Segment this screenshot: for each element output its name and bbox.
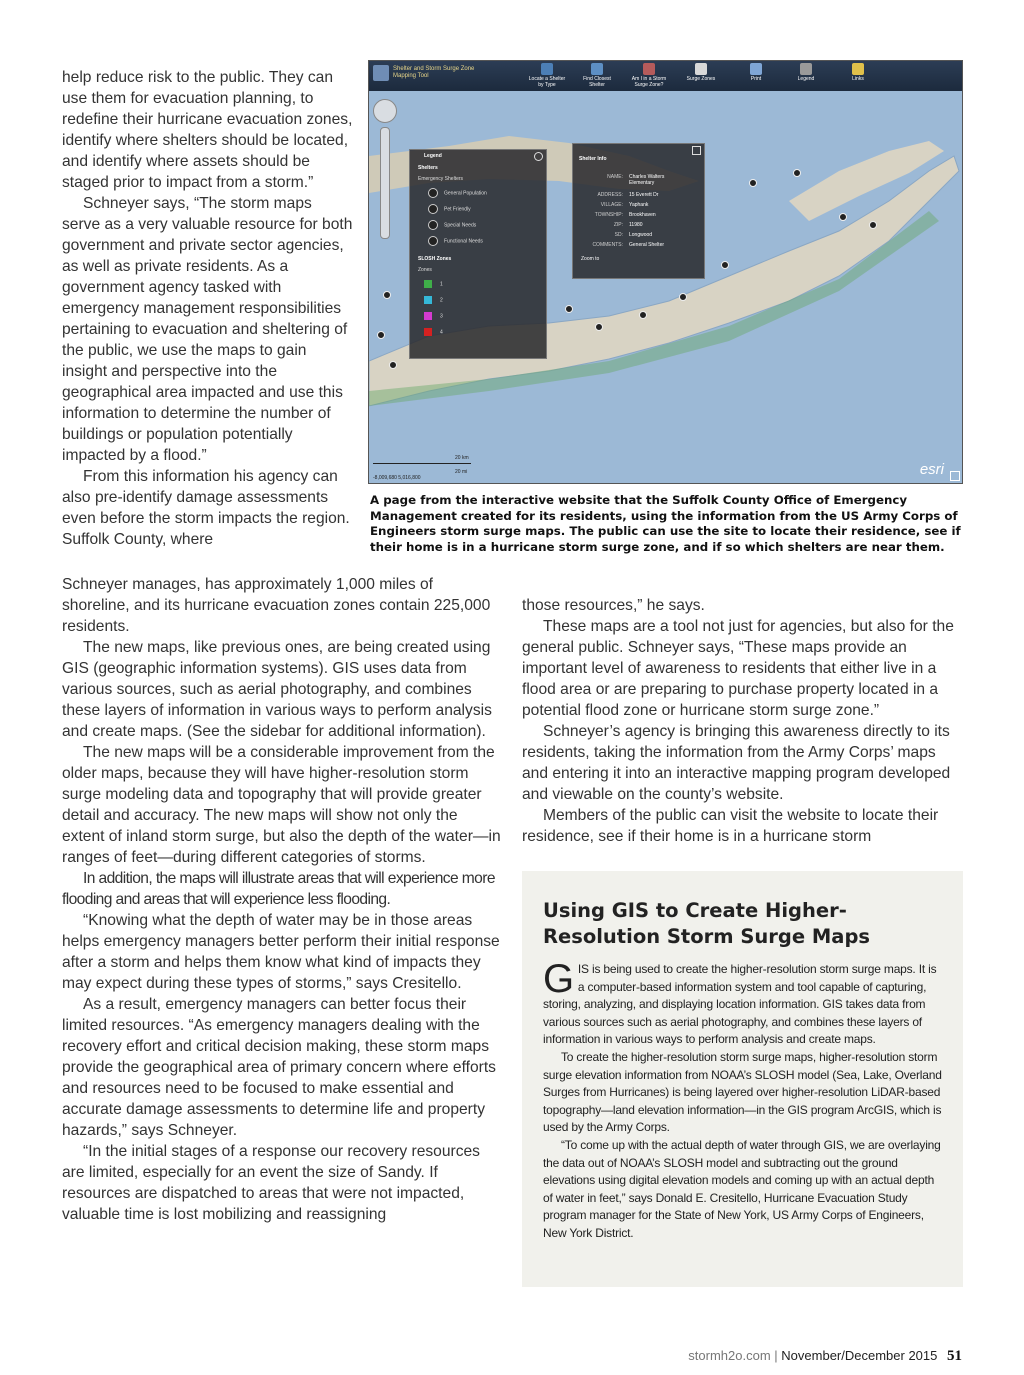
drop-cap: G: [543, 957, 574, 1001]
links-button[interactable]: Links: [843, 63, 873, 82]
legend-icon: [800, 63, 812, 75]
find-icon: [591, 63, 603, 75]
left-column-narrow: [62, 67, 354, 550]
paragraph: The new maps will be a considerable improvement from the older maps, because they will have higher-resolution storm surge modeling data and topography that will provide greater detail and accuracy. The new maps will show not only the extent of inland storm surge, but also the depth of the water—in ranges of feet—during different categories of storms.: [62, 744, 501, 866]
close-icon[interactable]: [692, 146, 701, 155]
shelter-marker[interactable]: [793, 169, 801, 177]
zone-swatch: [424, 280, 432, 288]
shelter-marker[interactable]: [383, 291, 391, 299]
zone-swatch: [424, 296, 432, 304]
field-value: 15 Everett Dr: [629, 192, 659, 198]
zone-swatch: [424, 312, 432, 320]
field-value: Longwood: [629, 232, 653, 238]
footer-divider: |: [774, 1348, 782, 1363]
scale-bar: [373, 463, 471, 464]
field-key: ADDRESS:: [597, 192, 623, 198]
locate-icon: [541, 63, 553, 75]
field-value: Brookhaven: [629, 212, 656, 218]
footer-issue: November/December 2015: [781, 1348, 938, 1363]
slosh-heading: SLOSH Zones: [418, 256, 452, 262]
paragraph: These maps are a tool not just for agencies, but also for the general public. Schneyer says, “These maps provide an important level of awareness to residents that either live in a flood area or are preparing to purchase property located in a potential flood zone or hurricane storm surge zone.”: [522, 618, 954, 719]
sidebar-title: Using GIS to Create Higher-Resolution Storm Surge Maps: [543, 899, 871, 948]
map-toolbar: [369, 61, 962, 91]
app-title: Shelter and Storm Surge Zone Mapping Tool: [393, 66, 475, 79]
scale-km: 20 km: [455, 455, 469, 461]
legend-button[interactable]: Legend: [789, 63, 823, 82]
folder-icon: [852, 63, 864, 75]
shelter-pet-icon: [428, 204, 438, 214]
zones-subheading: Zones: [418, 267, 432, 273]
left-column-wide: [62, 574, 504, 1225]
legend-item-general: General Population: [428, 188, 487, 198]
app-logo-icon: [373, 65, 389, 81]
print-icon: [750, 63, 762, 75]
coordinate-readout: -8,009,680 5,016,800: [373, 475, 421, 481]
map-screenshot: [368, 60, 963, 484]
legend-zone-2: 2: [424, 296, 443, 304]
shelter-functional-icon: [428, 236, 438, 246]
field-key: COMMENTS:: [592, 242, 623, 248]
right-column: [522, 595, 964, 847]
shelter-marker[interactable]: [377, 331, 385, 339]
footer-site: stormh2o.com: [688, 1348, 771, 1363]
paragraph: The new maps, like previous ones, are being created using GIS (geographic information systems). GIS uses data from various sources, such as aerial photography, and combines these layers of information in various ways to perform analysis and create maps. (See the sidebar for additional information).: [62, 639, 492, 740]
esri-logo: esri: [919, 461, 944, 478]
field-value: 11980: [629, 222, 643, 228]
page-number: 51: [947, 1348, 962, 1364]
shelter-marker[interactable]: [869, 221, 877, 229]
sidebar-paragraph: To create the higher-resolution storm surge maps, higher-resolution storm surge elevation information from NOAA’s SLOSH model (Sea, Lake, Overland Surges from Hurricanes) is being layered over higher-resolution LiDAR-based topography—land elevation information—in the GIS program ArcGIS, which is used by the Army Corps.: [543, 1049, 942, 1135]
paragraph: From this information his agency can also pre-identify damage assessments even before the storm impacts the region. Suffolk County, where: [62, 468, 350, 548]
shelter-marker[interactable]: [639, 311, 647, 319]
paragraph: help reduce risk to the public. They can use them for evacuation planning, to redefine their hurricane evacuation zones, identify where shelters should be located, and identify where assets should be staged prior to impact from a storm.”: [62, 69, 353, 191]
field-key: NAME:: [607, 174, 623, 180]
zone-icon: [643, 63, 655, 75]
page-footer: [688, 1348, 962, 1365]
paragraph: “Knowing what the depth of water may be in those areas helps emergency managers better perform their initial response after a storm and helps them know what kind of impacts they may expect during these types of storms,” says Cresitello.: [62, 912, 500, 992]
field-key: VILLAGE:: [600, 202, 623, 208]
pan-control[interactable]: [373, 99, 397, 123]
sidebar-paragraph: GIS is being used to create the higher-resolution storm surge maps. It is a computer-based information system and tool capable of capturing, storing, analyzing, and displaying location information. GIS takes data from various sources such as aerial photography, and combines these layers of information in various ways to perform analysis and create maps.: [543, 957, 937, 1047]
shelter-special-icon: [428, 220, 438, 230]
shelter-marker[interactable]: [389, 361, 397, 369]
field-key: TOWNSHIP:: [594, 212, 623, 218]
shelter-marker[interactable]: [679, 293, 687, 301]
legend-zone-4: 4: [424, 328, 443, 336]
legend-title: Legend: [424, 153, 442, 159]
close-icon[interactable]: [534, 152, 543, 161]
resize-handle-icon[interactable]: [950, 471, 960, 481]
field-key: SD:: [614, 232, 623, 238]
locate-shelter-button[interactable]: Locate a Shelter by Type: [527, 63, 567, 88]
scale-mi: 20 mi: [455, 469, 468, 475]
zone-swatch: [424, 328, 432, 336]
sidebar-body: [543, 957, 943, 1243]
shelter-info-title: Shelter Info: [579, 156, 607, 162]
field-value: General Shelter: [629, 242, 665, 248]
shelter-marker[interactable]: [595, 323, 603, 331]
shelter-marker[interactable]: [839, 213, 847, 221]
table-icon: [695, 63, 707, 75]
shelter-marker[interactable]: [749, 179, 757, 187]
paragraph: those resources,” he says.: [522, 597, 705, 614]
legend-item-pet: Pet Friendly: [428, 204, 471, 214]
surge-zone-check-button[interactable]: Am I in a Storm Surge Zone?: [627, 63, 671, 88]
shelters-heading: Shelters: [418, 165, 438, 171]
shelter-marker[interactable]: [721, 261, 729, 269]
shelter-info-panel: [572, 143, 705, 279]
legend-item-special: Special Needs: [428, 220, 476, 230]
field-value: Charles Walters Elementary: [629, 174, 665, 186]
surge-zones-button[interactable]: Surge Zones: [683, 63, 719, 82]
shelter-marker[interactable]: [565, 305, 573, 313]
shelter-general-icon: [428, 188, 438, 198]
paragraph: Schneyer says, “The storm maps serve as a very valuable resource for both government and private sector agencies, as well as private residents. As a government agency tasked with emergency management responsibilities pertaining to evacuation and sheltering of the public, we use the maps to gain insight and perspective into the geographical area impacted and use this information to determine the number of buildings or population potentially impacted by a flood.”: [62, 195, 353, 464]
field-key: ZIP:: [613, 222, 623, 228]
print-button[interactable]: Print: [741, 63, 771, 82]
paragraph: As a result, emergency managers can better focus their limited resources. “As emergency managers dealing with the recovery effort and critical decision making, these storm maps provide the geographical area of primary concern where efforts and resources need to be focused to make essential and accurate damage assessments to determine life and property hazards,” says Schneyer.: [62, 996, 496, 1139]
field-value: Yaphank: [629, 202, 649, 208]
paragraph: In addition, the maps will illustrate areas that will experience more flooding and areas that will experience less flooding.: [62, 870, 495, 908]
legend-zone-1: 1: [424, 280, 443, 288]
paragraph: Schneyer manages, has approximately 1,000 miles of shoreline, and its hurricane evacuation zones contain 225,000 residents.: [62, 576, 491, 635]
legend-panel: [409, 149, 547, 359]
legend-item-functional: Functional Needs: [428, 236, 483, 246]
figure-caption: A page from the interactive website that the Suffolk County Office of Emergency Management created for its residents, using the information from the US Army Corps of Engineers storm surge maps. The public can use the site to locate their residence, see if their home is in a hurricane storm surge zone, and if so which shelters are near them.: [370, 493, 961, 554]
shelters-subheading: Emergency Shelters: [418, 176, 464, 182]
find-closest-shelter-button[interactable]: Find Closest Shelter: [577, 63, 617, 88]
sidebar-paragraph: “To come up with the actual depth of water through GIS, we are overlaying the data out of NOAA’s SLOSH model and subtracting out the ground elevations using digital elevation models and coming up with an actual depth of water in feet,” says Donald E. Cresitello, Hurricane Evacuation Study program manager for the State of New York, US Army Corps of Engineers, New York District.: [543, 1137, 941, 1240]
legend-zone-3: 3: [424, 312, 443, 320]
zoom-to-link[interactable]: Zoom to: [581, 256, 600, 262]
paragraph: “In the initial stages of a response our recovery resources are limited, especially for an event the size of Sandy. If resources are dispatched to areas that were not impacted, valuable time is lost mobilizing and reassigning: [62, 1143, 480, 1223]
paragraph: Members of the public can visit the website to locate their residence, see if their home is in a hurricane storm: [522, 807, 939, 845]
zoom-slider[interactable]: [380, 127, 390, 239]
paragraph: Schneyer’s agency is bringing this awareness directly to its residents, taking the information from the Army Corps’ maps and entering it into an interactive mapping program developed and viewable on the county’s website.: [522, 723, 951, 803]
sidebar-box: [522, 871, 963, 1287]
